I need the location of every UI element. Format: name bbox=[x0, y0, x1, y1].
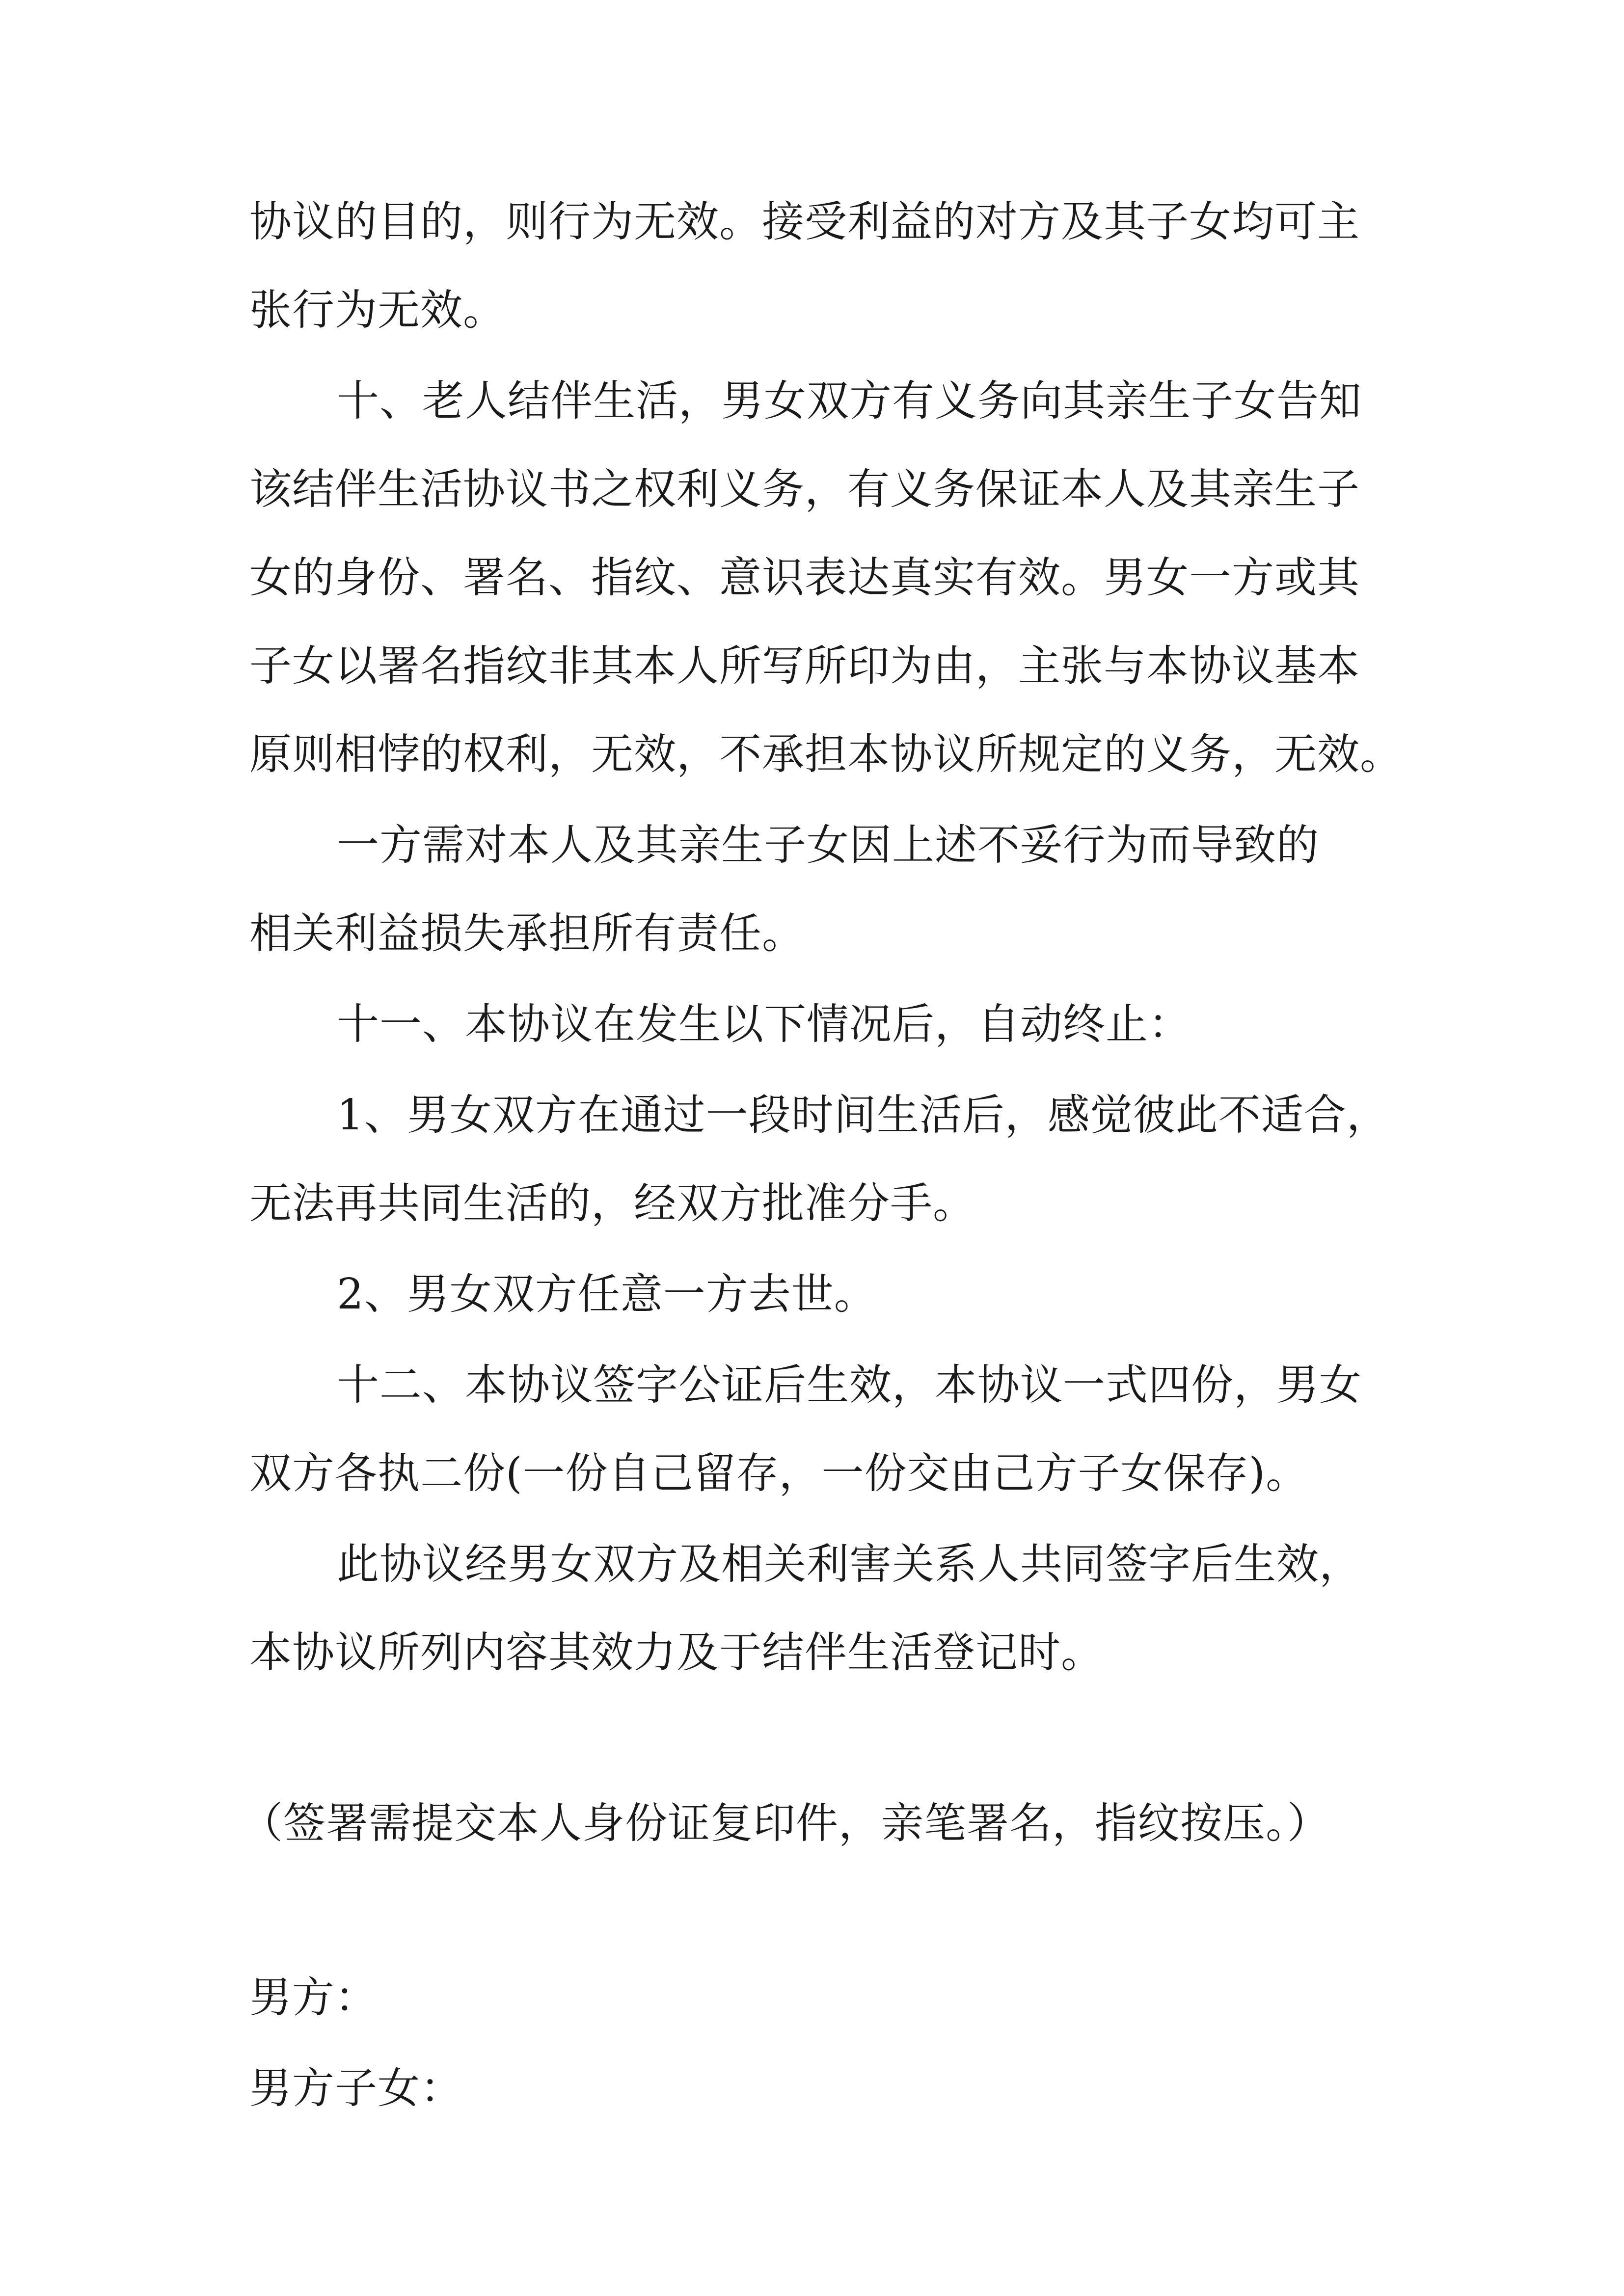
clause-10-line-5: 原则相悖的权利，无效，不承担本协议所规定的义务，无效。 bbox=[249, 730, 1403, 779]
clause-12-line-1: 十二、本协议签字公证后生效，本协议一式四份，男女 bbox=[337, 1361, 1362, 1410]
effect-line-2: 本协议所列内容其效力及于结伴生活登记时。 bbox=[249, 1628, 1104, 1677]
clause-11-item-1-line-1: 1、男女双方在通过一段时间生活后，感觉彼此不适合， bbox=[337, 1091, 1389, 1140]
clause-12-line-2: 双方各执二份(一份自己留存，一份交由己方子女保存)。 bbox=[249, 1449, 1309, 1498]
liability-line-2: 相关利益损失承担所有责任。 bbox=[249, 909, 805, 958]
signing-note: （签署需提交本人身份证复印件，亲笔署名，指纹按压。） bbox=[241, 1799, 1330, 1848]
clause-11-item-1-line-2: 无法再共同生活的，经双方批准分手。 bbox=[249, 1179, 975, 1228]
paragraph-9-line-1: 协议的目的，则行为无效。接受利益的对方及其子女均可主 bbox=[249, 197, 1360, 246]
clause-10-line-2: 该结伴生活协议书之权利义务，有义务保证本人及其亲生子 bbox=[249, 465, 1360, 514]
liability-line-1: 一方需对本人及其亲生子女因上述不妥行为而导致的 bbox=[337, 821, 1319, 870]
clause-10-line-1: 十、老人结伴生活，男女双方有义务向其亲生子女告知 bbox=[337, 376, 1362, 426]
clause-11-heading: 十一、本协议在发生以下情况后，自动终止： bbox=[337, 1000, 1191, 1049]
clause-10-line-4: 子女以署名指纹非其本人所写所印为由，主张与本协议基本 bbox=[249, 641, 1360, 691]
paragraph-9-line-2: 张行为无效。 bbox=[249, 286, 506, 335]
male-party-label: 男方： bbox=[249, 1973, 378, 2022]
effect-line-1: 此协议经男女双方及相关利害关系人共同签字后生效， bbox=[337, 1540, 1362, 1589]
male-party-children-label: 男方子女： bbox=[249, 2064, 463, 2113]
clause-11-item-2: 2、男女双方任意一方去世。 bbox=[337, 1270, 877, 1319]
clause-10-line-3: 女的身份、署名、指纹、意识表达真实有效。男女一方或其 bbox=[249, 553, 1360, 602]
